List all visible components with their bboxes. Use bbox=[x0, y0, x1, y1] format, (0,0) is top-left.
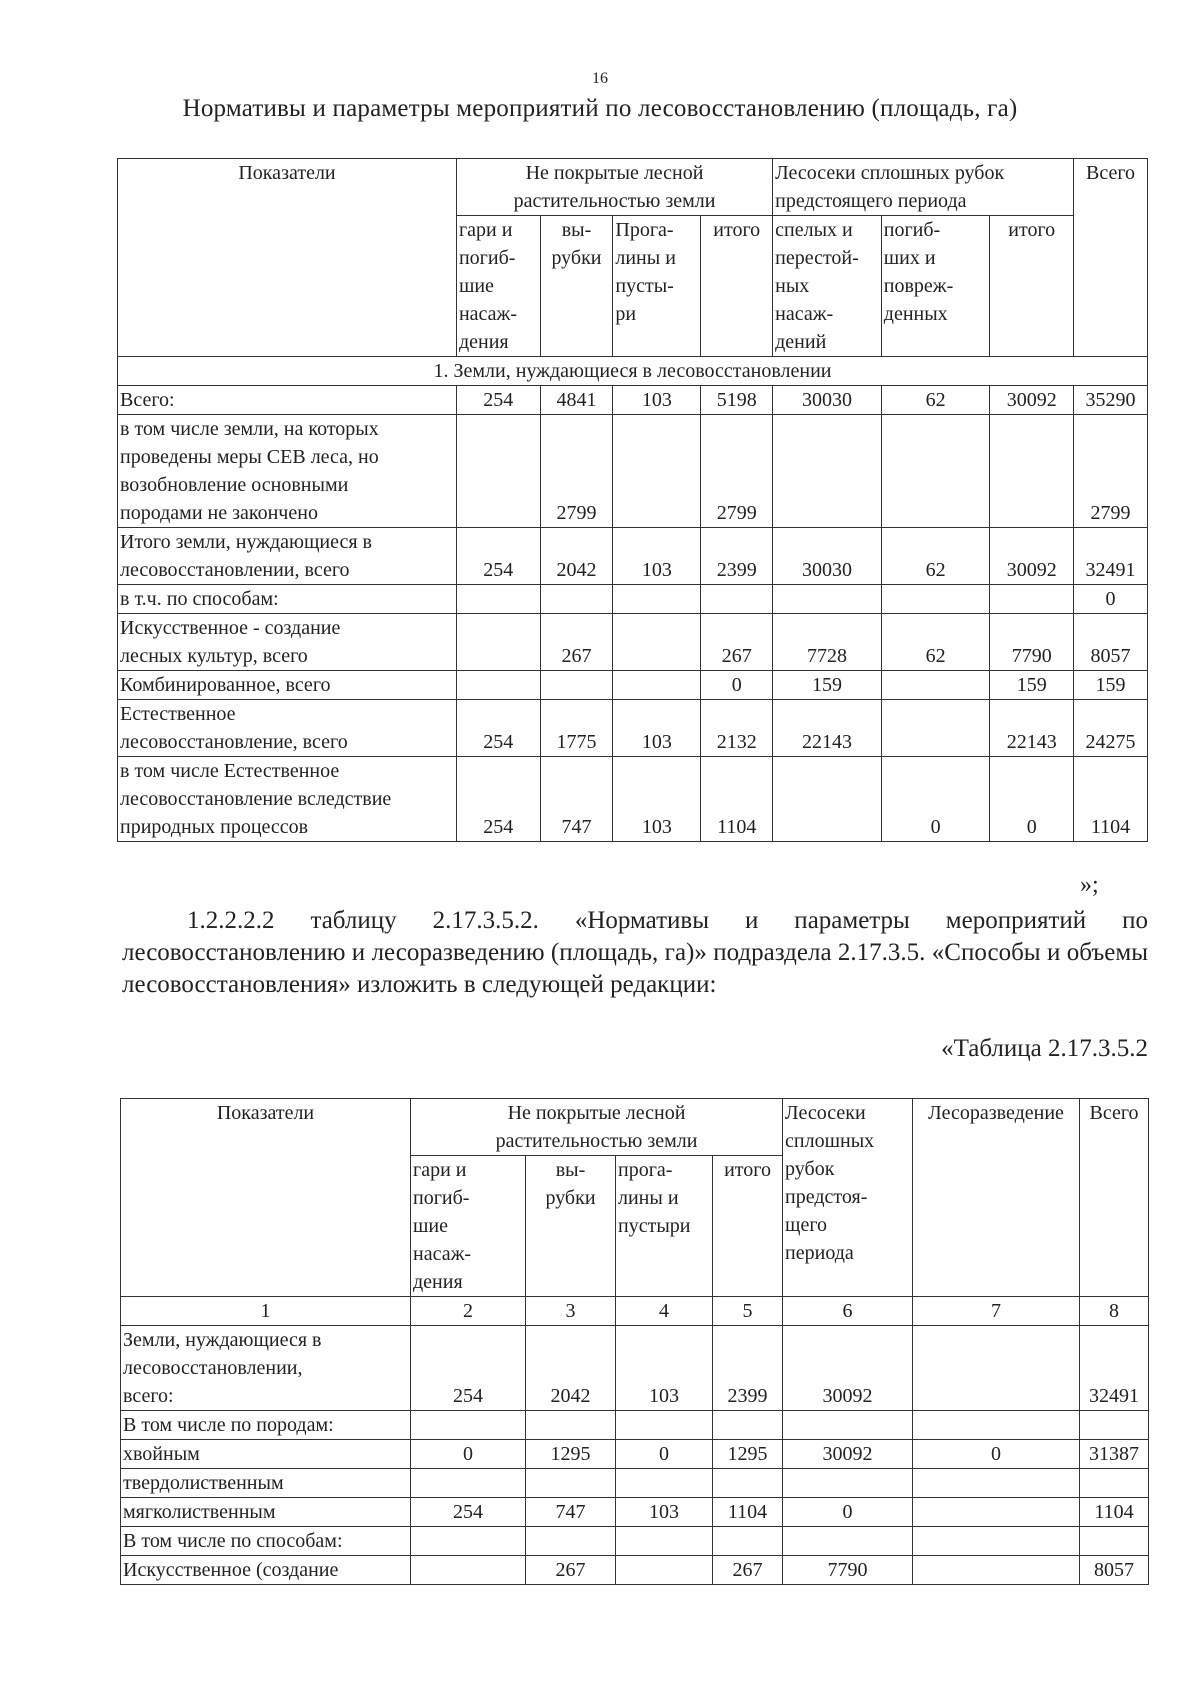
cell bbox=[613, 614, 701, 671]
column-number: 4 bbox=[616, 1297, 713, 1326]
page-number: 16 bbox=[592, 70, 608, 87]
cell bbox=[616, 1411, 713, 1440]
cell bbox=[881, 671, 990, 700]
cell bbox=[456, 415, 540, 528]
cell bbox=[713, 1469, 783, 1498]
cell: 8057 bbox=[1074, 614, 1148, 671]
cell bbox=[913, 1326, 1080, 1411]
column-number: 7 bbox=[913, 1297, 1080, 1326]
cell: 62 bbox=[881, 528, 990, 585]
header-total: Всего bbox=[1074, 159, 1148, 357]
cell bbox=[990, 415, 1074, 528]
cell: 0 bbox=[701, 671, 773, 700]
cell: 1104 bbox=[701, 757, 773, 842]
header-afforestation: Лесоразведение bbox=[913, 1099, 1080, 1297]
cell: 103 bbox=[616, 1498, 713, 1527]
header-burned: гари и погиб- шие насаж- дения bbox=[456, 216, 540, 357]
cell bbox=[1080, 1469, 1149, 1498]
cell: 22143 bbox=[990, 700, 1074, 757]
row-label: В том числе по породам: bbox=[121, 1411, 411, 1440]
cell: 7790 bbox=[990, 614, 1074, 671]
cell: 159 bbox=[773, 671, 882, 700]
row-label: хвойным bbox=[121, 1440, 411, 1469]
row-label: в том числе земли, на которых проведены меры СЕВ леса, но возобновление основными породами не закончено bbox=[118, 415, 457, 528]
cell: 22143 bbox=[773, 700, 882, 757]
header-felled: вы- рубки bbox=[526, 1156, 616, 1297]
cell bbox=[713, 1527, 783, 1556]
cell: 159 bbox=[1074, 671, 1148, 700]
row-label: твердолиственным bbox=[121, 1469, 411, 1498]
cell: 1775 bbox=[540, 700, 613, 757]
table-caption: «Таблица 2.17.3.5.2 bbox=[941, 1035, 1148, 1062]
cell bbox=[913, 1556, 1080, 1585]
cell: 30030 bbox=[773, 386, 882, 415]
cell: 31387 bbox=[1080, 1440, 1149, 1469]
cell: 103 bbox=[613, 386, 701, 415]
cell: 0 bbox=[616, 1440, 713, 1469]
cell: 254 bbox=[456, 700, 540, 757]
cell bbox=[881, 415, 990, 528]
cell bbox=[411, 1411, 526, 1440]
cell bbox=[540, 671, 613, 700]
cell: 30030 bbox=[773, 528, 882, 585]
cell bbox=[613, 671, 701, 700]
cell: 267 bbox=[526, 1556, 616, 1585]
cell: 103 bbox=[616, 1326, 713, 1411]
cell: 7728 bbox=[773, 614, 882, 671]
cell bbox=[913, 1498, 1080, 1527]
table-regeneration-norms bbox=[117, 158, 1148, 842]
cell: 30092 bbox=[990, 528, 1074, 585]
cell bbox=[913, 1469, 1080, 1498]
row-label: Комбинированное, всего bbox=[118, 671, 457, 700]
cell: 32491 bbox=[1074, 528, 1148, 585]
cell bbox=[540, 585, 613, 614]
table-regeneration-afforestation bbox=[120, 1098, 1149, 1585]
cell bbox=[773, 585, 882, 614]
cell: 0 bbox=[411, 1440, 526, 1469]
cell: 32491 bbox=[1080, 1326, 1149, 1411]
cell: 103 bbox=[613, 757, 701, 842]
cell: 0 bbox=[913, 1440, 1080, 1469]
header-burned: гари и погиб- шие насаж- дения bbox=[411, 1156, 526, 1297]
cell: 0 bbox=[881, 757, 990, 842]
column-number: 6 bbox=[783, 1297, 913, 1326]
cell: 2132 bbox=[701, 700, 773, 757]
cell: 103 bbox=[613, 528, 701, 585]
section-heading: 1. Земли, нуждающиеся в лесовосстановлении bbox=[118, 357, 1148, 386]
amendment-paragraph: 1.2.2.2.2 таблицу 2.17.3.5.2. «Нормативы и параметры мероприятий по лесовосстановлению и лесоразведению (площадь, га)» подраздела 2.17.3.5. «Способы и объемы лесовосстановления» изложить в следующей редакции: bbox=[122, 907, 1148, 998]
row-label: в том числе Естественное лесовосстановление вследствие природных процессов bbox=[118, 757, 457, 842]
cell bbox=[456, 671, 540, 700]
cell: 254 bbox=[456, 528, 540, 585]
row-label: мягколиственным bbox=[121, 1498, 411, 1527]
cell: 1295 bbox=[526, 1440, 616, 1469]
header-indicators: Показатели bbox=[118, 159, 457, 357]
cell: 2799 bbox=[540, 415, 613, 528]
cell: 0 bbox=[783, 1498, 913, 1527]
header-total: Всего bbox=[1080, 1099, 1149, 1297]
cell: 267 bbox=[540, 614, 613, 671]
cell: 2042 bbox=[526, 1326, 616, 1411]
cell: 254 bbox=[456, 386, 540, 415]
cell: 5198 bbox=[701, 386, 773, 415]
cell bbox=[456, 585, 540, 614]
row-label: Искусственное - создание лесных культур, всего bbox=[118, 614, 457, 671]
cell: 35290 bbox=[1074, 386, 1148, 415]
cell: 0 bbox=[1074, 585, 1148, 614]
closing-quote: »; bbox=[1080, 872, 1099, 898]
cell: 7790 bbox=[783, 1556, 913, 1585]
cell: 2799 bbox=[701, 415, 773, 528]
row-label: Искусственное (создание bbox=[121, 1556, 411, 1585]
cell bbox=[411, 1556, 526, 1585]
header-subtotal: итого bbox=[713, 1156, 783, 1297]
cell bbox=[913, 1527, 1080, 1556]
cell bbox=[1080, 1411, 1149, 1440]
cell: 2799 bbox=[1074, 415, 1148, 528]
cell bbox=[713, 1411, 783, 1440]
cell: 2399 bbox=[701, 528, 773, 585]
cell bbox=[456, 614, 540, 671]
cell: 267 bbox=[713, 1556, 783, 1585]
cell: 103 bbox=[613, 700, 701, 757]
column-number: 1 bbox=[121, 1297, 411, 1326]
cell: 1104 bbox=[713, 1498, 783, 1527]
header-subtotal: итого bbox=[701, 216, 773, 357]
cell bbox=[616, 1527, 713, 1556]
cell: 0 bbox=[990, 757, 1074, 842]
cell bbox=[411, 1469, 526, 1498]
header-glades: Прога- лины и пусты- ри bbox=[613, 216, 701, 357]
cell bbox=[773, 757, 882, 842]
row-label: в т.ч. по способам: bbox=[118, 585, 457, 614]
row-label: Всего: bbox=[118, 386, 457, 415]
column-number: 8 bbox=[1080, 1297, 1149, 1326]
cell bbox=[773, 415, 882, 528]
header-felled: вы- рубки bbox=[540, 216, 613, 357]
cell: 267 bbox=[701, 614, 773, 671]
cell bbox=[526, 1527, 616, 1556]
row-label: Земли, нуждающиеся в лесовосстановлении, всего: bbox=[121, 1326, 411, 1411]
cell bbox=[701, 585, 773, 614]
row-label: В том числе по способам: bbox=[121, 1527, 411, 1556]
header-uncovered-lands: Не покрытые лесной растительностью земли bbox=[411, 1099, 783, 1156]
cell: 8057 bbox=[1080, 1556, 1149, 1585]
cell bbox=[881, 700, 990, 757]
cell bbox=[783, 1527, 913, 1556]
cell: 30092 bbox=[783, 1326, 913, 1411]
row-label: Итого земли, нуждающиеся в лесовосстановлении, всего bbox=[118, 528, 457, 585]
row-label: Естественное лесовосстановление, всего bbox=[118, 700, 457, 757]
header-mature-stands: спелых и перестой- ных насаж- дений bbox=[773, 216, 882, 357]
cell bbox=[526, 1469, 616, 1498]
cell bbox=[616, 1556, 713, 1585]
cell: 747 bbox=[540, 757, 613, 842]
cell bbox=[1080, 1527, 1149, 1556]
header-subtotal: итого bbox=[990, 216, 1074, 357]
header-indicators: Показатели bbox=[121, 1099, 411, 1297]
cell bbox=[526, 1411, 616, 1440]
column-number: 3 bbox=[526, 1297, 616, 1326]
cell bbox=[613, 585, 701, 614]
cell bbox=[411, 1527, 526, 1556]
cell: 1104 bbox=[1074, 757, 1148, 842]
header-clearcut-areas: Лесосеки сплошных рубок предстоя- щего периода bbox=[783, 1099, 913, 1297]
cell bbox=[990, 585, 1074, 614]
header-clearcut-areas: Лесосеки сплошных рубок предстоящего периода bbox=[773, 159, 1074, 216]
cell: 254 bbox=[411, 1326, 526, 1411]
cell: 4841 bbox=[540, 386, 613, 415]
cell: 2399 bbox=[713, 1326, 783, 1411]
cell bbox=[783, 1411, 913, 1440]
cell: 1295 bbox=[713, 1440, 783, 1469]
header-uncovered-lands: Не покрытые лесной растительностью земли bbox=[456, 159, 772, 216]
cell bbox=[616, 1469, 713, 1498]
cell: 30092 bbox=[783, 1440, 913, 1469]
column-number: 5 bbox=[713, 1297, 783, 1326]
cell bbox=[913, 1411, 1080, 1440]
cell: 747 bbox=[526, 1498, 616, 1527]
cell: 254 bbox=[411, 1498, 526, 1527]
cell bbox=[881, 585, 990, 614]
column-number: 2 bbox=[411, 1297, 526, 1326]
header-dead-stands: погиб- ших и повреж- денных bbox=[881, 216, 990, 357]
cell bbox=[783, 1469, 913, 1498]
cell: 254 bbox=[456, 757, 540, 842]
cell: 2042 bbox=[540, 528, 613, 585]
cell: 62 bbox=[881, 386, 990, 415]
cell: 62 bbox=[881, 614, 990, 671]
cell: 159 bbox=[990, 671, 1074, 700]
cell: 24275 bbox=[1074, 700, 1148, 757]
cell: 1104 bbox=[1080, 1498, 1149, 1527]
cell: 30092 bbox=[990, 386, 1074, 415]
cell bbox=[613, 415, 701, 528]
page-title: Нормативы и параметры мероприятий по лесовосстановлению (площадь, га) bbox=[182, 95, 1018, 122]
header-glades: прога- лины и пустыри bbox=[616, 1156, 713, 1297]
